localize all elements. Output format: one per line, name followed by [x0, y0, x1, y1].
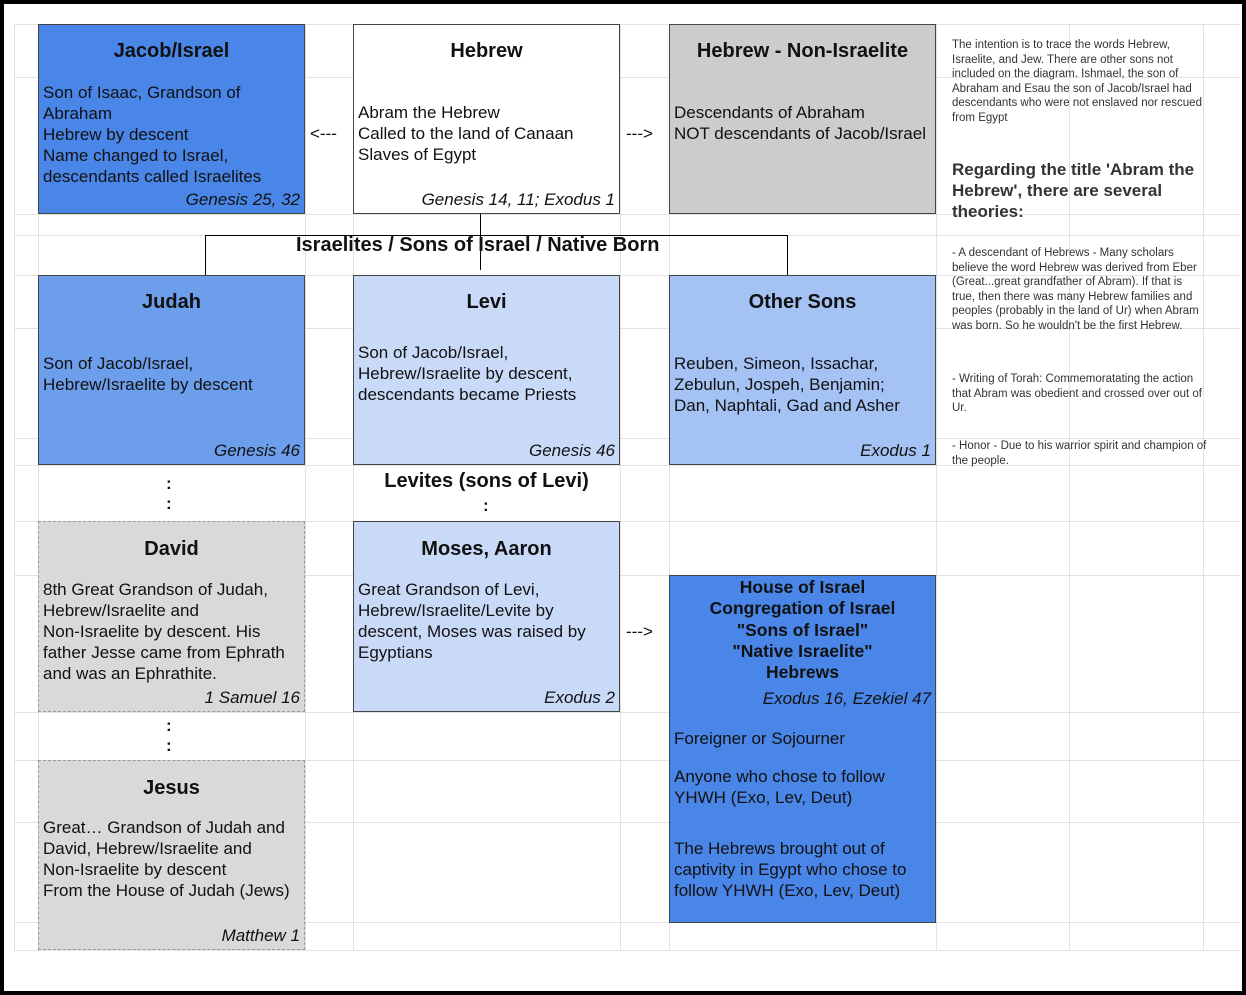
box-title: House of Israel Congregation of Israel "Sons of Israel" "Native Israelite" Hebrews — [709, 577, 896, 683]
side-theory: - Honor - Due to his warrior spirit and champion of the people. — [952, 440, 1207, 467]
continuation-dot: : — [483, 496, 489, 515]
side-theory: - A descendant of Hebrews - Many scholars believe the word Hebrew was derived from Eber (Great...great grandfather of Abram). If that is true, then there was many Hebrew families and peoples (probably in the land of Ur) when Abram was born. So he wouldn't be the first Hebrew. — [952, 247, 1199, 332]
box-body: Son of Jacob/Israel, Hebrew/Israelite by descent, descendants became Priests — [358, 343, 577, 404]
side-heading: Regarding the title 'Abram the Hebrew', there are several theories: — [952, 160, 1195, 221]
box-title: Jesus — [143, 777, 200, 799]
box-title: Hebrew — [450, 40, 523, 62]
box-reference: Genesis 46 — [214, 441, 300, 460]
box-title: Hebrew - Non-Israelite — [696, 40, 909, 62]
box-body: Son of Isaac, Grandson of Abraham Hebrew by descent Name changed to Israel, descendants called Israelites — [43, 83, 262, 186]
box-reference: 1 Samuel 16 — [204, 688, 300, 707]
house-row: The Hebrews brought out of captivity in Egypt who chose to follow YHWH (Exo, Lev, Deut) — [674, 839, 907, 900]
arrow-right: ---> — [626, 124, 653, 143]
israelites-label: Israelites / Sons of Israel / Native Born — [296, 234, 660, 256]
box-title: Jacob/Israel — [113, 40, 230, 62]
box-reference: Genesis 14, 11; Exodus 1 — [421, 190, 615, 209]
box-reference: Genesis 25, 32 — [185, 190, 300, 209]
box-body: Abram the Hebrew Called to the land of Canaan Slaves of Egypt — [358, 103, 574, 164]
box-body: Reuben, Simeon, Issachar, Zebulun, Jospeh, Benjamin; Dan, Naphtali, Gad and Asher — [674, 354, 900, 415]
box-title: Levi — [466, 291, 507, 313]
box-reference: Matthew 1 — [221, 926, 300, 945]
box-body: Descendants of Abraham NOT descendants of Jacob/Israel — [674, 103, 926, 143]
side-theory: - Writing of Torah: Commemoratating the action that Abram was obedient and crossed over out of Ur. — [952, 373, 1202, 415]
continuation-dots: : : — [166, 474, 172, 513]
side-intro: The intention is to trace the words Hebrew, Israelite, and Jew. There are other sons not included on the diagram. Ishmael, the son of Abraham and Esau the son of Jacob/Israel had descendants who were not enslaved nor rescued from Egypt — [952, 39, 1202, 124]
box-reference: Exodus 16, Ezekiel 47 — [762, 689, 931, 708]
box-title: Moses, Aaron — [421, 538, 552, 560]
levites-label: Levites (sons of Levi) — [384, 470, 589, 492]
box-title: Other Sons — [748, 291, 857, 313]
box-reference: Exodus 2 — [544, 688, 615, 707]
box-reference: Exodus 1 — [860, 441, 931, 460]
box-title: Judah — [142, 291, 201, 313]
box-body: Great Grandson of Levi, Hebrew/Israelite/Levite by descent, Moses was raised by Egyptians — [358, 580, 586, 662]
house-row: Anyone who chose to follow YHWH (Exo, Lev, Deut) — [674, 767, 885, 807]
box-title: David — [144, 538, 199, 560]
box-body: Son of Jacob/Israel, Hebrew/Israelite by descent — [43, 354, 253, 394]
house-row: Foreigner or Sojourner — [674, 729, 846, 748]
box-reference: Genesis 46 — [529, 441, 615, 460]
arrow-right: ---> — [626, 622, 653, 641]
box-body: Great… Grandson of Judah and David, Hebrew/Israelite and Non-Israelite by descent From the House of Judah (Jews) — [43, 818, 290, 900]
box-body: 8th Great Grandson of Judah, Hebrew/Israelite and Non-Israelite by descent. His father Jesse came from Ephrath and was an Ephrathite. — [43, 580, 285, 683]
arrow-left: <--- — [310, 124, 337, 143]
continuation-dots: : : — [166, 716, 172, 755]
